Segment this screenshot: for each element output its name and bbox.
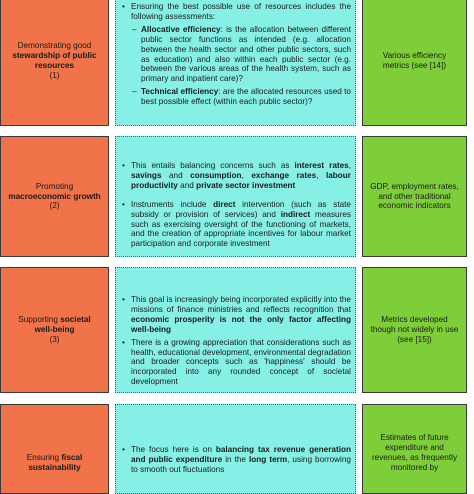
table-row-sustainability xyxy=(0,404,474,494)
goal-title: macroeconomic growth xyxy=(8,191,101,201)
list-item: • The focus here is on balancing tax revenue generation and public expenditure in the long term, using borrowing to smooth out fluctuations xyxy=(122,445,351,474)
bullet-icon: • xyxy=(122,445,125,454)
table-row-wellbeing xyxy=(0,267,474,393)
goal-prefix: Ensuring xyxy=(26,453,60,462)
term: Technical efficiency xyxy=(141,87,219,97)
term-text: : are the allocated resources used to best possible effect (within each public sector)? xyxy=(141,87,351,107)
bullet-text: Ensuring the best possible use of resources includes the following assessments: xyxy=(131,2,351,21)
measures-text: GDP, employment rates, and other traditional economic indicators xyxy=(370,181,459,211)
bullet-icon: • xyxy=(122,161,125,170)
measures-text: Estimates of future expenditure and revenues, as frequently monitored by xyxy=(371,433,458,472)
measures-text: Metrics developed though not widely in use (see [15]) xyxy=(370,315,459,344)
details-cell xyxy=(115,0,356,126)
goal-title: societal xyxy=(60,315,91,325)
goal-number: (3) xyxy=(49,334,60,344)
goal-title: fiscal sustainability xyxy=(28,453,83,472)
dash-icon: – xyxy=(132,24,137,34)
term: Allocative efficiency xyxy=(141,24,221,34)
goal-number: (1) xyxy=(49,70,60,80)
list-item: • This goal is increasingly being incorporated explicitly into the missions of finance ministries and reflects recognition that economic prosperity is not the only factor affecting well-being xyxy=(122,295,351,334)
measures-cell xyxy=(362,0,467,126)
measures-text: Various efficiency metrics (see [14]) xyxy=(382,51,447,70)
list-item xyxy=(122,2,351,22)
goal-number: (2) xyxy=(49,201,60,211)
list-item: • This entails balancing concerns such as interest rates, savings and consumption, exchange rates, labour productivity and private sector investment xyxy=(122,161,351,190)
goal-cell xyxy=(0,136,109,257)
measures-cell xyxy=(362,404,467,494)
table-row-growth xyxy=(0,136,474,257)
goal-prefix: Promoting xyxy=(35,181,74,191)
goal-prefix: Demonstrating good xyxy=(17,41,92,51)
dash-icon: – xyxy=(132,87,137,97)
goal-title: stewardship of public resources xyxy=(12,51,97,70)
sub-list-item xyxy=(132,87,351,107)
list-item: • Instruments include direct intervention (such as state subsidy or provision of services) and indirect measures such as exercising oversight of the functioning of markets, and the creation of appropriate incentives for labour market participation and corporate investment xyxy=(122,199,351,249)
measures-cell xyxy=(362,267,467,393)
bullet-icon: • xyxy=(122,199,125,209)
measures-cell xyxy=(362,136,467,257)
table-row-stewardship xyxy=(0,0,474,126)
bullet-icon: • xyxy=(122,337,125,347)
sub-list-item xyxy=(132,25,351,84)
bullet-icon: • xyxy=(122,295,125,304)
term-text: : is the allocation between different public sector functions as intended (e.g. allocation between the health sector and other public sectors, such as education) and also within each public sector (e.g. between the various areas of the health system, such as primary and inpatient care)? xyxy=(141,24,351,84)
list-item: • There is a growing appreciation that considerations such as health, educational development, environmental degradation and broader concepts such as 'happiness' should be incorporated into any rounded concept of societal development xyxy=(122,337,351,387)
details-cell xyxy=(115,404,356,494)
goal-cell xyxy=(0,404,109,494)
bullet-icon: • xyxy=(122,2,125,11)
details-cell xyxy=(115,136,356,257)
goal-prefix: Supporting xyxy=(18,315,58,325)
goal-cell xyxy=(0,267,109,393)
details-cell xyxy=(115,267,356,393)
goal-cell xyxy=(0,0,109,126)
goal-title-2: well-being xyxy=(34,325,75,335)
